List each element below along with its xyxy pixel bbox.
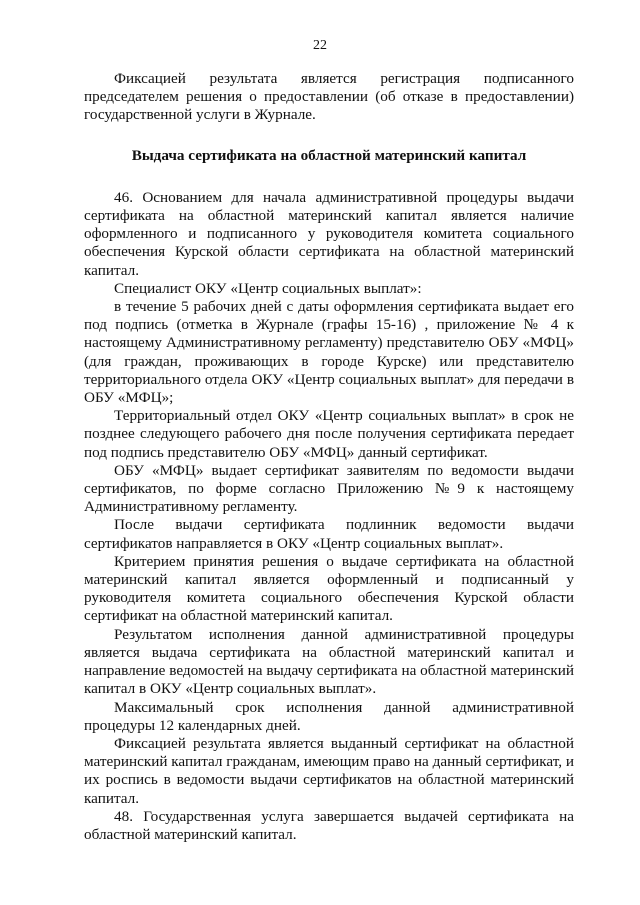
section-title: Выдача сертификата на областной материнский капитал xyxy=(131,146,527,164)
paragraph: После выдачи сертификата подлинник ведомости выдачи сертификатов направляется в ОКУ «Центр социальных выплат». xyxy=(84,516,574,552)
paragraph: Критерием принятия решения о выдаче сертификата на областной материнский капитал является оформленный и подписанный у руководителя комитета социального обеспечения Курской области сертификат на областной материнский капитал. xyxy=(84,552,574,625)
page-number: 22 xyxy=(313,38,327,53)
paragraph: Территориальный отдел ОКУ «Центр социальных выплат» в срок не позднее следующего рабочего дня после получения сертификата передает под подпись представителю ОБУ «МФЦ» данный сертификат. xyxy=(84,407,574,461)
paragraph: ОБУ «МФЦ» выдает сертификат заявителям по ведомости выдачи сертификатов, по форме согласно Приложению №9 к настоящему Административному регламенту. xyxy=(84,461,574,516)
paragraph: Результатом исполнения данной административной процедуры является выдача сертификата на областной материнский капитал и направление ведомостей на выдачу сертификата на областной материнский капитал в ОКУ «Центр социальных выплат». xyxy=(84,625,574,698)
intro-paragraph: Фиксацией результата является регистрация подписанного председателем решения о предоставлении (об отказе в предоставлении) государственной услуги в Журнале. xyxy=(84,70,574,124)
document-body xyxy=(84,70,574,844)
paragraph: Специалист ОКУ «Центр социальных выплат»: xyxy=(114,279,422,297)
paragraph: Максимальный срок исполнения данной административной процедуры 12 календарных дней. xyxy=(84,698,574,734)
paragraph: Фиксацией результата является выданный сертификат на областной материнский капитал гражданам, имеющим право на данный сертификат, и их роспись в ведомости выдачи сертификатов на областной материнский капитал. xyxy=(84,734,574,807)
paragraph: 48. Государственная услуга завершается выдачей сертификата на областной материнский капитал. xyxy=(84,807,574,843)
paragraph: 46. Основанием для начала административной процедуры выдачи сертификата на областной материнский капитал является наличие оформленного и подписанного у руководителя комитета социального обеспечения Курской области сертификата на областной материнский капитал. xyxy=(84,188,574,279)
paragraph: в течение 5 рабочих дней с даты оформления сертификата выдает его под подпись (отметка в Журнале (графы 15-16) , приложение № 4 к настоящему Административному регламенту) представителю ОБУ «МФЦ» (для граждан, проживающих в городе Курске) или представителю территориального отдела ОКУ «Центр социальных выплат» для передачи в ОБУ «МФЦ»; xyxy=(84,298,574,407)
